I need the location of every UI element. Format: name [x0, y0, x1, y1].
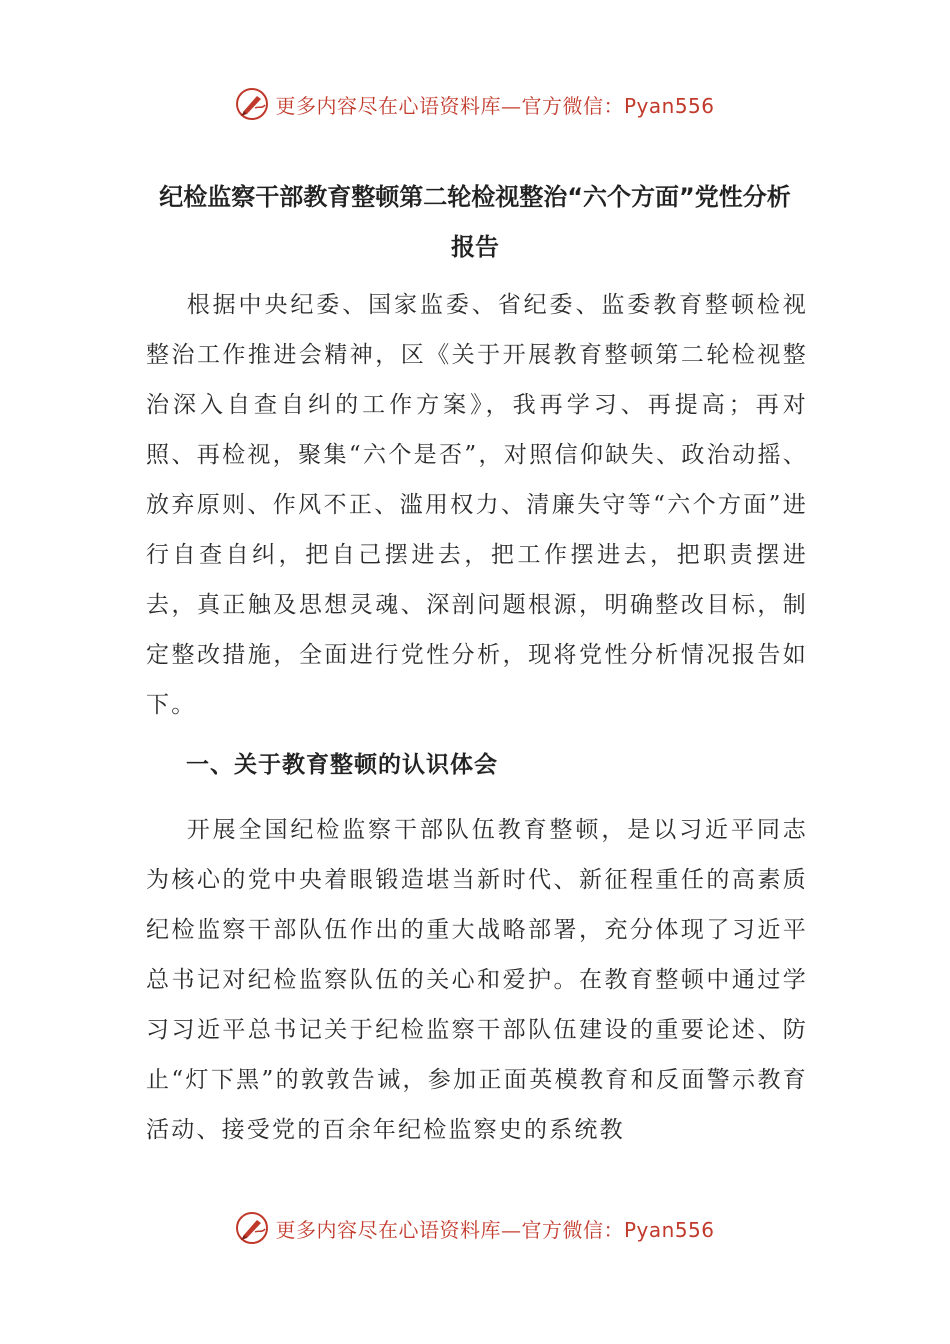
footer-watermark — [0, 1208, 950, 1248]
section-text: 开展全国纪检监察干部队伍教育整顿，是以习近平同志为核心的党中央着眼锻造堪当新时代、新征程重任的高素质纪检监察干部队伍作出的重大战略部署，充分体现了习近平总书记对纪检监察队伍的关心和爱护。在教育整顿中通过学习习近平总书记关于纪检监察干部队伍建设的重要论述、防止“灯下黑”的敦敦告诫，参加正面英模教育和反面警示教育活动、接受党的百余年纪检监察史的系统教 — [146, 817, 808, 1143]
watermark-text: 更多内容尽在心语资料库—官方微信：Pyan556 — [275, 93, 715, 118]
header-watermark — [0, 84, 950, 124]
wechat-id: Pyan556 — [623, 93, 715, 118]
pen-logo-icon — [235, 1211, 269, 1245]
section-heading: 一、关于教育整顿的认识体会 — [186, 752, 498, 778]
pen-logo-icon — [235, 87, 269, 121]
watermark-text: 更多内容尽在心语资料库—官方微信：Pyan556 — [275, 1217, 715, 1242]
intro-paragraph — [146, 280, 808, 730]
wechat-id: Pyan556 — [623, 1217, 715, 1242]
document-title: 纪检监察干部教育整顿第二轮检视整治“六个方面”党性分析报告 — [159, 183, 791, 261]
intro-text: 根据中央纪委、国家监委、省纪委、监委教育整顿检视整治工作推进会精神，区《关于开展教育整顿第二轮检视整治深入自查自纠的工作方案》，我再学习、再提高；再对照、再检视，聚集“六个是否”，对照信仰缺失、政治动摇、放弃原则、作风不正、滥用权力、清廉失守等“六个方面”进行自查自纠，把自己摆进去，把工作摆进去，把职责摆进去，真正触及思想灵魂、深剖问题根源，明确整改目标，制定整改措施，全面进行党性分析，现将党性分析情况报告如下。 — [146, 292, 808, 718]
section-paragraph — [146, 805, 808, 1155]
